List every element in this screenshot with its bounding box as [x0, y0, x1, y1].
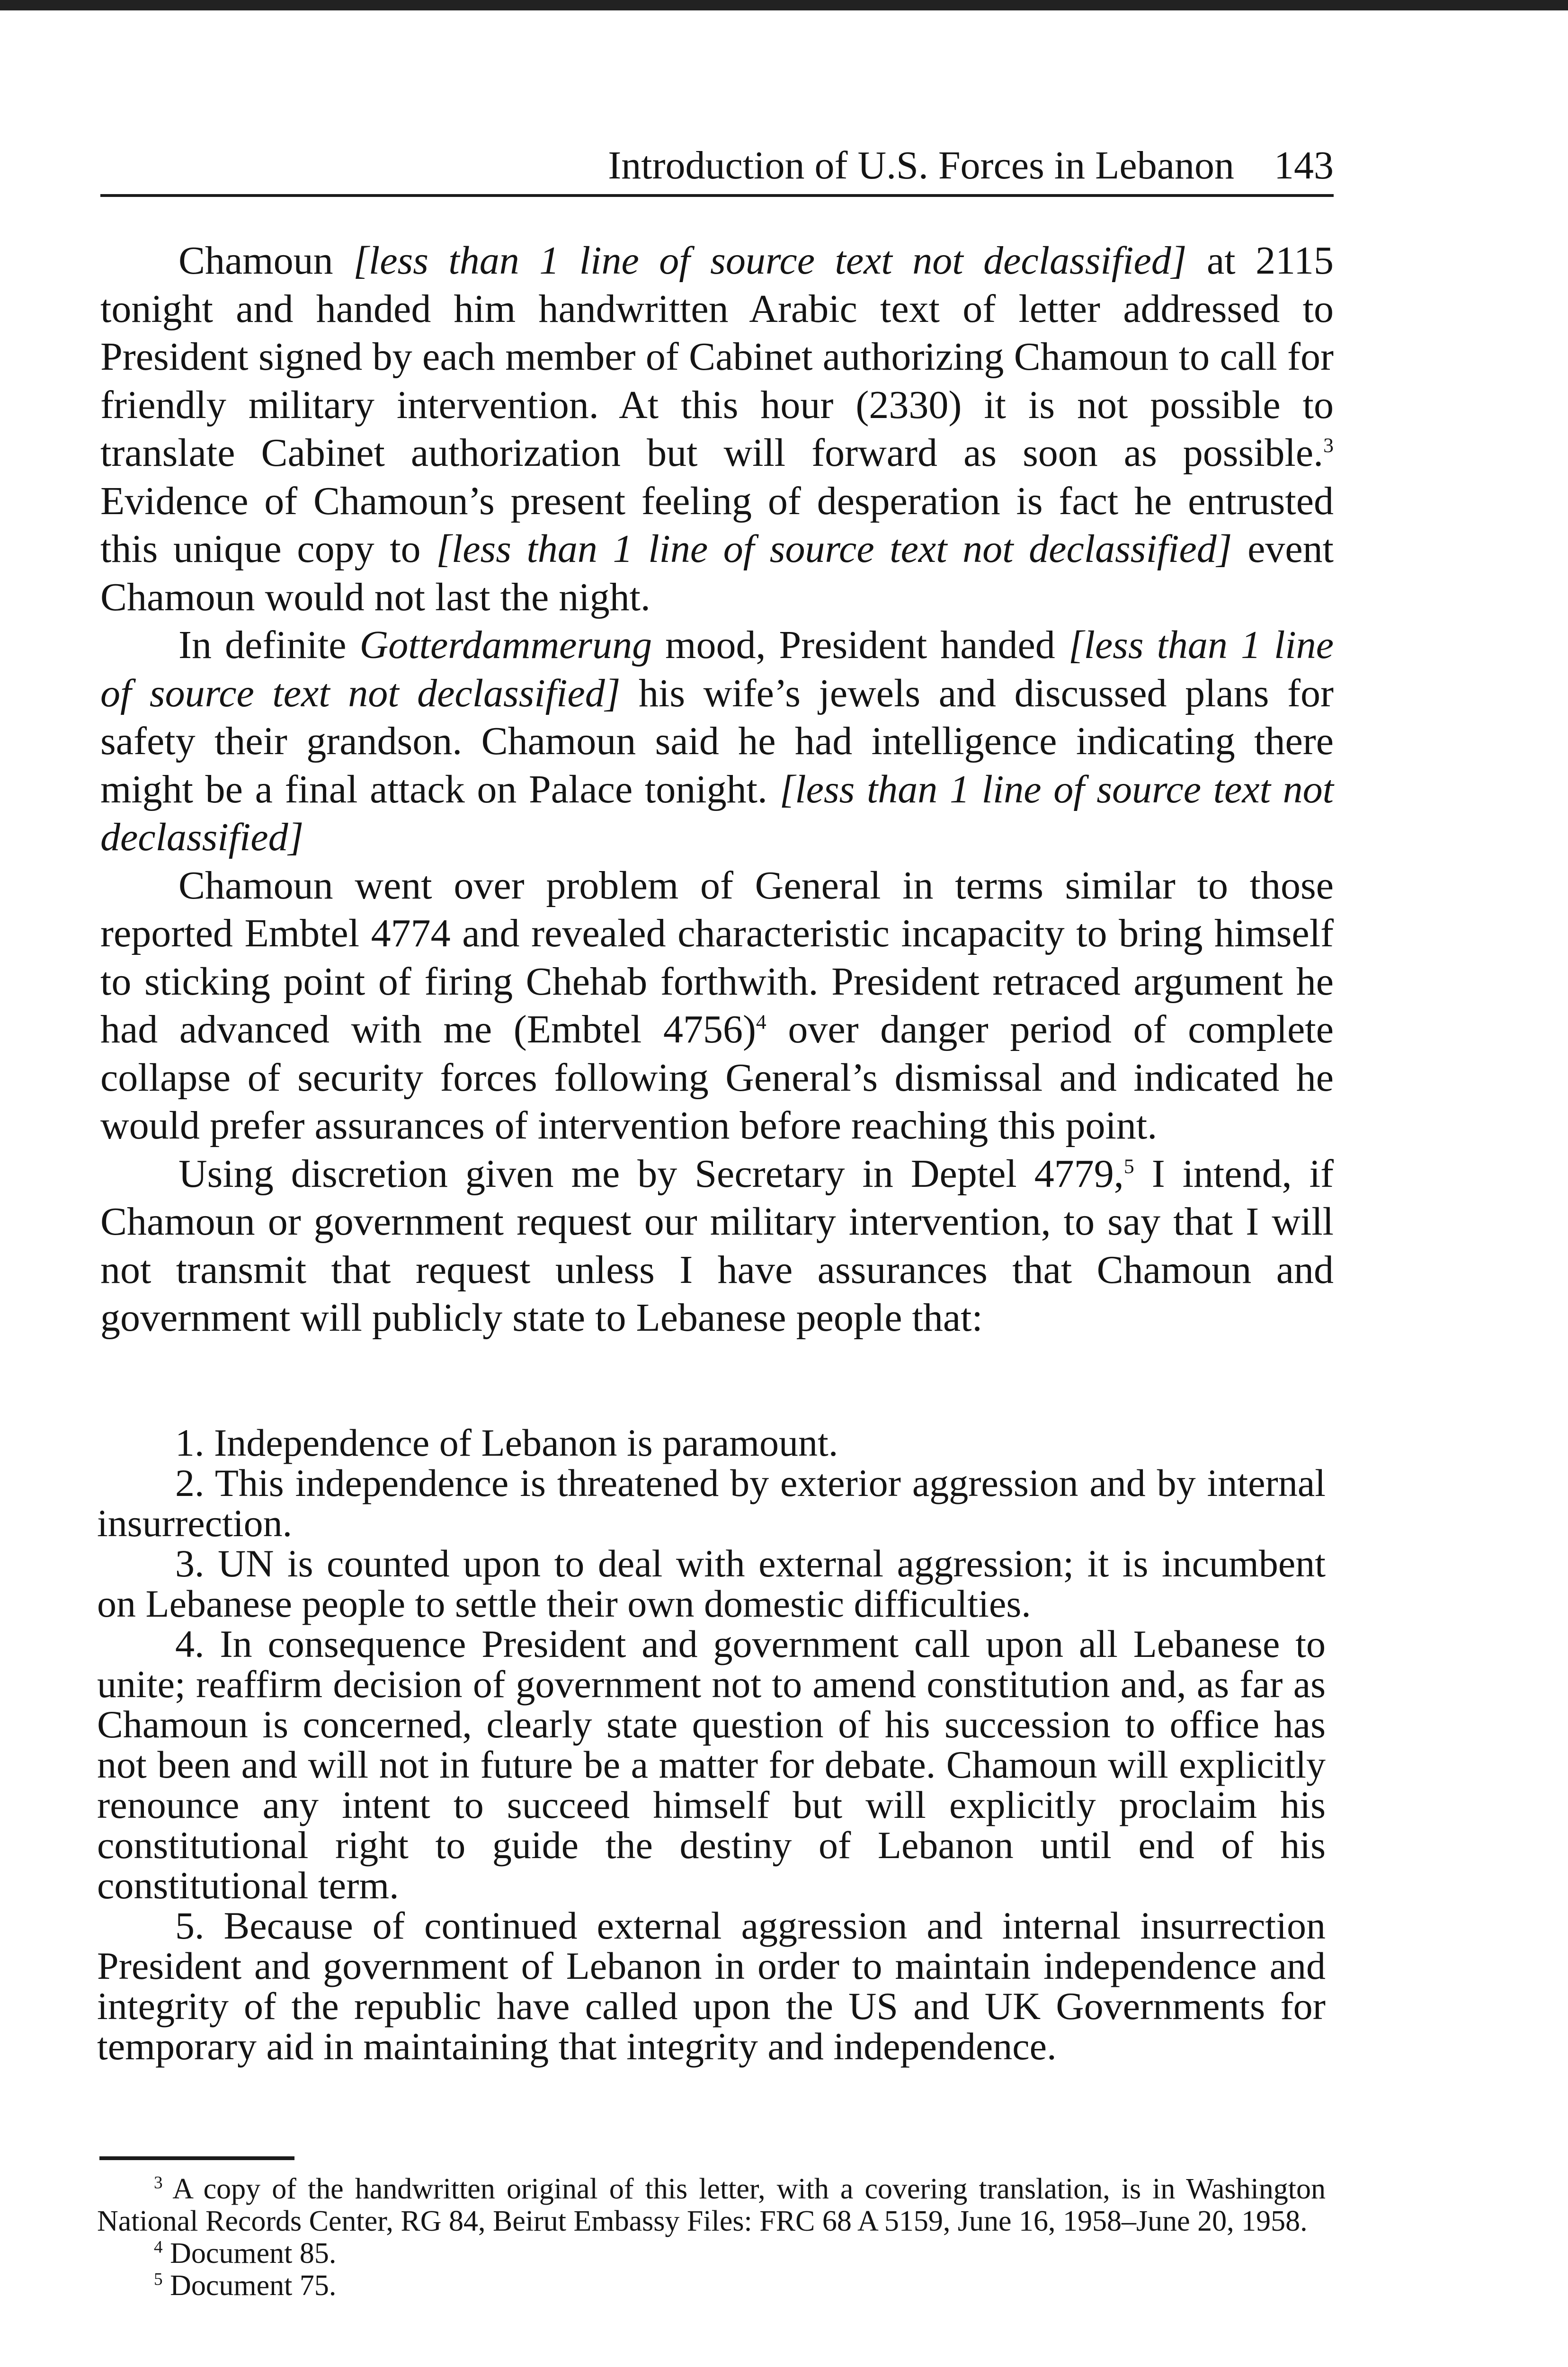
running-title: Introduction of U.S. Forces in Lebanon: [608, 143, 1234, 187]
footnote-marker: 3: [154, 2173, 163, 2193]
list-item: 5. Because of continued external aggression and internal insurrection President and government of Lebanon in order to maintain independence and integrity of the republic have called upon the US and UK Governments for temporary aid in maintaining that integrity and independence.: [97, 1904, 1326, 2068]
footnote-4: $^4$ Document 85.: [154, 2237, 337, 2269]
list-item: 2. This independence is threatened by exterior aggression and by internal insurrection.: [97, 1461, 1326, 1545]
footnote-divider: [99, 2156, 294, 2160]
paragraph-4: Using discretion given me by Secretary in Deptel 4779,$^5$ I intend, if Chamoun or government request our military intervention, to say that I will not transmit that request unless I have assurances that Chamoun and government will publicly state to Lebanese people that:: [100, 1151, 1334, 1340]
redaction-note: [less than 1 line of source text not declassified]: [436, 527, 1232, 571]
redaction-note: [less than 1 line of source text not declassified]: [100, 767, 1334, 859]
footnote-marker: 4: [154, 2237, 163, 2257]
running-header: [100, 142, 1334, 197]
list-item: 3. UN is counted upon to deal with external aggression; it is incumbent on Lebanese people to settle their own domestic difficulties.: [97, 1542, 1326, 1625]
redaction-note: [less than 1 line of source text not declassified]: [100, 623, 1334, 715]
page-number: 143: [1274, 143, 1334, 187]
paragraph-1: Chamoun [less than 1 line of source text not declassified] at 2115 tonight and handed him handwritten Arabic text of letter addressed to President signed by each member of Cabinet authorizing Chamoun to call for friendly military intervention. At this hour (2330) it is not possible to translate Cabinet authorization but will forward as soon as possible.$^3$ Evidence of Chamoun’s present feeling of desperation is fact he entrusted this unique copy to [less than 1 line of source text not declassified] event Chamoun would not last the night.: [100, 239, 1334, 619]
body-text: [100, 237, 1334, 1342]
list-item: 4. In consequence President and government call upon all Lebanese to unite; reaffirm decision of government not to amend constitution and, as far as Chamoun is concerned, clearly state question of his succession to office has not been and will not in future be a matter for debate. Chamoun will explicitly renounce any intent to succeed himself but will explicitly proclaim his constitutional right to guide the destiny of Lebanon until end of his constitutional term.: [97, 1622, 1326, 1907]
footnote-ref-3: 3: [1323, 434, 1334, 457]
footnote-5: $^5$ Document 75.: [154, 2269, 337, 2302]
footnote-3: $^3$ A copy of the handwritten original of this letter, with a covering translation, is in Washington National Records Center, RG 84, Beirut Embassy Files: FRC 68 A 5159, June 16, 1958–June 20, 1958.: [97, 2173, 1326, 2237]
emphasis-term: Gotterdammerung: [359, 623, 652, 667]
footnote-ref-4: 4: [756, 1011, 766, 1033]
scan-top-edge: [0, 0, 1568, 10]
footnote-marker: 5: [154, 2269, 163, 2289]
paragraph-3: Chamoun went over problem of General in terms similar to those reported Embtel 4774 and revealed characteristic incapacity to bring himself to sticking point of firing Chehab forthwith. President retraced argument he had advanced with me (Embtel 4756)$^4$ over danger period of complete collapse of security forces following General’s dismissal and indicated he would prefer assurances of intervention before reaching this point.: [100, 863, 1334, 1148]
redaction-note: [less than 1 line of source text not declassified]: [353, 239, 1187, 283]
footnotes: [97, 2173, 1326, 2302]
numbered-list: [97, 1423, 1326, 2066]
paragraph-2: In definite Gotterdammerung mood, President handed [less than 1 line of source text not declassified] his wife’s jewels and discussed plans for safety their grandson. Chamoun said he had intelligence indicating there might be a final attack on Palace tonight. [less than 1 line of source text not declassified]: [100, 623, 1334, 859]
list-item: 1. Independence of Lebanon is paramount.: [175, 1421, 838, 1464]
footnote-ref-5: 5: [1123, 1155, 1134, 1178]
